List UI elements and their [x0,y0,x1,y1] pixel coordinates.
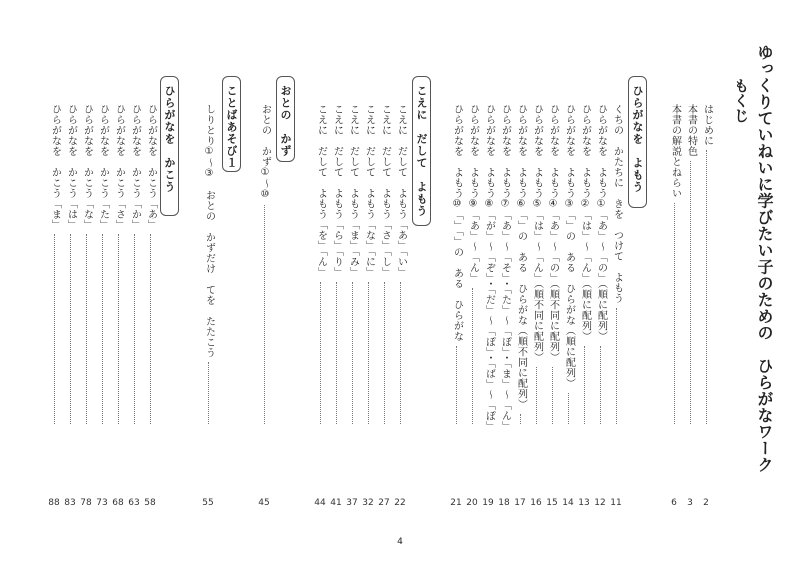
toc-entry-text: ひらがなを よもう⑧「が」～「ぞ」・「だ」～「ぽ」・「ば」～「ぽ」 [483,104,495,432]
toc-entry-text: ひらがなを よもう③「」の ある ひらがな（順に配列） [563,104,575,389]
leader-dots [616,308,617,425]
toc-entry-text: しりとり①～③ おとの かずだけ てを たたこう [203,104,215,358]
leader-dots [472,288,473,425]
section-heading-label: こえに だして よもう [415,85,428,217]
toc-entry-text: くちの かたちに きを つけて よもう [611,104,623,304]
section-heading-label: ひらがなを かこう [163,85,176,193]
toc-page-number: 21 [450,498,462,508]
leader-dots [568,393,569,425]
toc-entry-text: ひらがなを かこう「は」 [65,104,77,230]
toc-page-number: 16 [530,498,542,508]
toc-page-number: 14 [562,498,574,508]
toc-page-number: 41 [330,498,342,508]
leader-dots [336,282,337,425]
toc-entry[interactable] [530,104,543,424]
toc-entry[interactable] [610,104,623,424]
toc-entry-text: ひらがなを よもう⑦「あ」～「そ」・「た」～「ぽ」・「ま」～「ん」 [499,104,511,432]
toc-entry-text: ひらがなを かこう「さ」 [113,104,125,230]
toc-heading: もくじ [732,78,750,123]
page-number: 4 [397,537,403,547]
section-heading-label: おとの かず [279,85,292,157]
leader-dots [552,367,553,425]
toc-page-number: 27 [378,498,390,508]
toc-entry[interactable] [578,104,591,424]
toc-page-number: 18 [498,498,510,508]
toc-entry[interactable] [96,104,109,424]
toc-page-number: 3 [687,498,693,508]
toc-entry-features[interactable] [684,104,697,424]
leader-dots [536,367,537,425]
leader-dots [690,161,691,425]
toc-entry[interactable] [378,104,391,424]
toc-page-number: 15 [546,498,558,508]
toc-entry[interactable] [562,104,575,424]
toc-entry[interactable] [514,104,527,424]
leader-dots [86,234,87,424]
toc-page-number: 13 [578,498,590,508]
toc-page-number: 68 [112,498,124,508]
leader-dots [102,234,103,424]
toc-page-number: 12 [594,498,606,508]
toc-entry-text: こえに だして よもう「さ」「し」 [379,104,391,278]
toc-entry[interactable] [482,104,495,432]
toc-page-number: 6 [671,498,677,508]
toc-page-number: 63 [128,498,140,508]
toc-page-number: 32 [362,498,374,508]
toc-entry[interactable] [362,104,375,424]
toc-entry[interactable] [546,104,559,424]
toc-entry-text: こえに だして よもう「な」「に」 [363,104,375,278]
toc-entry-text: ひらがなを かこう「あ」 [145,104,157,230]
toc-entry-text: 本書の特色 [685,104,697,157]
toc-entry-text: ひらがなを よもう⑨「あ」～「ん」 [467,104,479,284]
leader-dots [456,346,457,425]
toc-entry-text: ひらがなを かこう「た」 [97,104,109,230]
toc-entry-text: ひらがなを よもう⑤「は」～「ん」（順不同に配列） [531,104,543,363]
toc-entry-text: ひらがなを かこう「な」 [81,104,93,230]
toc-page-number: 20 [466,498,478,508]
section-heading-sound-count [276,76,295,162]
leader-dots [208,362,209,424]
toc-entry-text: ひらがなを かこう「か」 [129,104,141,230]
toc-entry[interactable] [112,104,125,424]
toc-entry-text: ひらがなを よもう①「あ」～「の」（順に配列） [595,104,607,342]
leader-dots [70,234,71,424]
toc-entry[interactable] [594,104,607,424]
toc-entry[interactable] [394,104,407,424]
section-heading-label: ひらがなを よもう [631,85,644,193]
toc-entry-text: おとの かず①～⑩ [259,104,271,201]
leader-dots [320,282,321,425]
toc-page-number: 55 [202,498,214,508]
section-heading-write [160,76,179,216]
toc-page-number: 17 [514,498,526,508]
toc-page-number: 73 [96,498,108,508]
toc-page-number: 58 [144,498,156,508]
toc-page-number: 2 [703,498,709,508]
toc-entry-text: こえに だして よもう「ま」「み」 [347,104,359,278]
toc-entry-intro[interactable] [700,104,713,424]
toc-page-number: 44 [314,498,326,508]
toc-entry[interactable] [80,104,93,424]
toc-entry[interactable] [450,104,463,424]
toc-page-number: 78 [80,498,92,508]
toc-page-number: 11 [610,498,622,508]
toc-page-number: 83 [64,498,76,508]
leader-dots [706,150,707,424]
toc-entry[interactable] [346,104,359,424]
toc-page-number: 88 [48,498,60,508]
leader-dots [368,282,369,425]
leader-dots [400,282,401,425]
toc-entry[interactable] [48,104,61,424]
toc-entry-text: ひらがなを よもう⑥「」の ある ひらがな（順不同に配列） [515,104,527,410]
toc-page-number: 19 [482,498,494,508]
toc-entry-text: ひらがなを よもう④「あ」～「の」（順不同に配列） [547,104,559,363]
toc-entry-text: ひらがなを よもう⑩「」「」の ある ひらがな [451,104,463,342]
leader-dots [584,346,585,425]
section-heading-read [628,76,647,208]
toc-entry[interactable] [202,104,215,424]
section-heading-word-play [222,76,241,172]
leader-dots [600,346,601,425]
leader-dots [150,234,151,424]
toc-entry[interactable] [144,104,157,424]
leader-dots [674,203,675,425]
toc-entry-text: こえに だして よもう「を」「ん」 [315,104,327,278]
toc-entry-text: はじめに [701,104,713,146]
leader-dots [264,205,265,425]
toc-entry-text: 本書の解説とねらい [669,104,681,199]
toc-entry-text: ひらがなを よもう②「は」～「ん」（順に配列） [579,104,591,342]
toc-entry[interactable] [128,104,141,424]
toc-entry-commentary[interactable] [668,104,681,424]
toc-entry[interactable] [258,104,271,424]
toc-page-number: 45 [258,498,270,508]
toc-page-number: 22 [394,498,406,508]
section-heading-read-aloud [412,76,431,226]
toc-entry[interactable] [466,104,479,424]
toc-entry[interactable] [64,104,77,424]
leader-dots [54,234,55,424]
leader-dots [134,234,135,424]
leader-dots [352,282,353,425]
leader-dots [118,234,119,424]
toc-entry-text: こえに だして よもう「ら」「り」 [331,104,343,278]
leader-dots [520,414,521,425]
toc-entry-text: ひらがなを かこう「ま」 [49,104,61,230]
section-heading-label: ことばあそび１ [225,85,238,169]
toc-entry[interactable] [330,104,343,424]
toc-entry[interactable] [314,104,327,424]
toc-page-number: 37 [346,498,358,508]
toc-entry[interactable] [498,104,511,432]
toc-entry-text: こえに だして よもう「あ」「い」 [395,104,407,278]
leader-dots [384,282,385,425]
workbook-title: ゆっくりていねいに学びたい子のための ひらがなワーク [755,44,774,473]
